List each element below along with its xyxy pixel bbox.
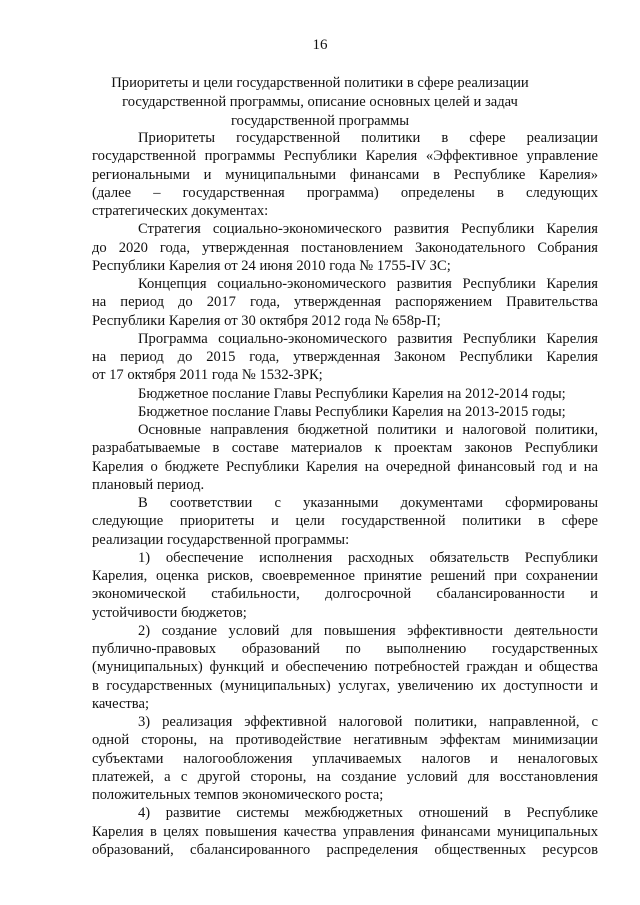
page-number: 16	[312, 37, 328, 53]
body-text-line: Бюджетное послание Главы Республики Карелия на 2012-2014 годы;	[138, 385, 566, 402]
body-text	[92, 129, 598, 859]
body-text-line: образований, сбалансированного распределения общественных ресурсов	[92, 841, 598, 858]
body-text-line: на период до 2015 года, утвержденная Законом Республики Карелия	[92, 349, 598, 365]
body-text-line: Основные направления бюджетной политики и налоговой политики,	[138, 422, 598, 438]
body-text-line: Концепция социально-экономического развития Республики Карелия	[138, 276, 598, 292]
body-text-line: в государственных (муниципальных) услугах, увеличению их доступности и	[92, 677, 598, 694]
section-title-line: Приоритеты и цели государственной политики в сфере реализации	[111, 75, 529, 91]
body-text-line: Бюджетное послание Главы Республики Карелия на 2013-2015 годы;	[138, 403, 566, 420]
body-text-line: качества;	[92, 695, 150, 712]
body-text-line: платежей, а с другой стороны, на создание условий для восстановления	[92, 768, 598, 785]
section-title-line: государственной программы	[230, 113, 410, 129]
body-text-line: (муниципальных) функций и обеспечению потребностей граждан и общества	[92, 659, 598, 676]
body-text-line: 3) реализация эффективной налоговой политики, направленной, с	[138, 714, 598, 730]
body-text-line: Республики Карелия от 24 июня 2010 года № 1755-IV ЗС;	[92, 257, 451, 274]
body-text-line: реализации государственной программы:	[92, 531, 350, 548]
body-text-line: Программа социально-экономического развития Республики Карелия	[138, 330, 598, 347]
body-text-line: Карелия в целях повышения качества управления финансами муниципальных	[92, 823, 598, 840]
body-text-line: до 2020 года, утвержденная постановлением Законодательного Собрания	[92, 239, 598, 256]
body-text-line: плановый период.	[92, 476, 205, 493]
body-text-line: субъектами налогообложения уплачиваемых налогов и неналоговых	[92, 750, 598, 767]
body-text-line: следующие приоритеты и цели государственной политики в сфере	[92, 513, 598, 530]
body-text-line: 2) создание условий для повышения эффективности деятельности	[138, 622, 598, 639]
body-text-line: Карелия, оценка рисков, своевременное принятие решений при сохранении	[92, 568, 598, 584]
body-text-line: 4) развитие системы межбюджетных отношений в Республике	[138, 805, 598, 822]
body-text-line: стратегических документах:	[92, 203, 269, 219]
body-text-line: В соответствии с указанными документами сформированы	[138, 495, 598, 511]
body-text-line: экономической стабильности, долгосрочной сбалансированности и	[92, 586, 598, 603]
body-text-line: устойчивости бюджетов;	[92, 604, 247, 621]
body-text-line: публично-правовых образований по выполнению государственных	[92, 641, 598, 657]
body-text-line: разрабатываемые в составе материалов к проектам законов Республики	[92, 440, 598, 457]
body-text-line: на период до 2017 года, утвержденная распоряжением Правительства	[92, 294, 598, 311]
body-text-line: положительных темпов экономического роста;	[92, 787, 384, 803]
body-text-line: Республики Карелия от 30 октября 2012 года № 658р-П;	[92, 312, 441, 329]
body-text-line: одной стороны, на противодействие негативным эффектам минимизации	[92, 732, 598, 749]
body-text-line: Стратегия социально-экономического развития Республики Карелия	[138, 221, 598, 238]
body-text-line: от 17 октября 2011 года № 1532-ЗРК;	[92, 367, 323, 384]
body-text-line: государственной программы Республики Карелия «Эффективное управление	[92, 148, 598, 165]
section-title-line: государственной программы, описание основных целей и задач	[122, 94, 518, 110]
section-title	[100, 74, 540, 131]
body-text-line: 1) обеспечение исполнения расходных обязательств Республики	[138, 549, 598, 566]
body-text-line: (далее – государственная программа) определены в следующих	[92, 184, 598, 201]
body-text-line: Приоритеты государственной политики в сфере реализации	[138, 130, 598, 146]
body-text-line: региональными и муниципальными финансами в Республике Карелия»	[92, 166, 598, 183]
body-text-line: Карелия о бюджете Республики Карелия на очередной финансовый год и на	[92, 458, 598, 475]
